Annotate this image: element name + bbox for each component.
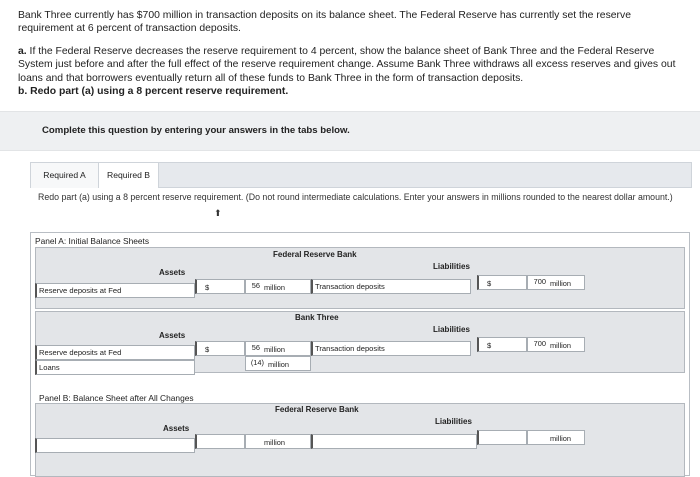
- part-instruction: Redo part (a) using a 8 percent reserve requirement. (Do not round intermediate calculations. Enter your answers in millions rounded to the nearest dollar amount.): [38, 192, 673, 202]
- tab-required-b[interactable]: Required B: [99, 163, 159, 188]
- panel-b-asset-unit: million: [264, 438, 285, 447]
- bank-liability-label-field[interactable]: [311, 341, 471, 356]
- panel-a-label: Panel A: Initial Balance Sheets: [35, 236, 150, 246]
- problem-text: [18, 9, 688, 107]
- bank-liability-dollar-cell: [477, 337, 527, 352]
- bank-liability-label: Transaction deposits: [315, 344, 385, 353]
- bank-asset-1-dollar-cell: [195, 341, 245, 356]
- bank-liability-unit: million: [550, 341, 571, 350]
- bank-asset-1-label: Reserve deposits at Fed: [39, 348, 122, 357]
- fed-asset-dollar: $: [205, 283, 210, 292]
- panel-b-label: Panel B: Balance Sheet after All Changes: [39, 393, 194, 403]
- bank-asset-2-value-cell: [245, 356, 311, 371]
- panel-b-asset-dollar-cell: [195, 434, 245, 449]
- fed-asset-dollar-cell: [195, 279, 245, 294]
- fed-liability-label: Transaction deposits: [315, 282, 385, 291]
- tab-strip: [30, 162, 692, 188]
- fed-asset-unit: million: [264, 283, 285, 292]
- answer-panel: [30, 232, 690, 476]
- instruction-banner: [0, 111, 700, 151]
- bank-liability-value[interactable]: 700: [528, 338, 548, 351]
- bank-asset-1-unit: million: [264, 345, 285, 354]
- bank-asset-1-dollar: $: [205, 345, 210, 354]
- panel-b-fed-assets-header: Assets: [163, 424, 190, 433]
- mouse-cursor-icon: ⬆: [214, 208, 222, 218]
- part-a-text: If the Federal Reserve decreases the reserve requirement to 4 percent, show the balance sheet of Bank Three and the Federal Reserve System just before and after the full effect of the reserve requirement change. Assume Bank Three withdraws all excess reserves and gives out loans and that borrowers eventually return all of these funds to Bank Three in the form of transaction deposits.: [18, 45, 676, 84]
- part-b-text: Redo part (a) using a 8 percent reserve requirement.: [27, 86, 289, 98]
- fed-asset-label: Reserve deposits at Fed: [39, 286, 122, 295]
- bank-asset-2-label-field[interactable]: [35, 360, 195, 375]
- bank-liability-value-cell: [527, 337, 585, 352]
- fed-liability-unit: million: [550, 279, 571, 288]
- panel-a-fed-block: [35, 247, 685, 309]
- panel-b-fed-liabilities-header: Liabilities: [435, 417, 472, 426]
- bank-liability-dollar: $: [487, 341, 492, 350]
- fed-asset-label-field[interactable]: [35, 283, 195, 298]
- bank-asset-1-value[interactable]: 56: [246, 342, 262, 355]
- panel-a-bank-title: Bank Three: [295, 313, 339, 322]
- bank-asset-2-unit: million: [268, 360, 289, 369]
- tab-required-a[interactable]: Required A: [31, 163, 99, 188]
- panel-b-liability-dollar-cell: [477, 430, 527, 445]
- fed-asset-value[interactable]: 56: [246, 280, 262, 293]
- problem-intro: Bank Three currently has $700 million in transaction deposits on its balance sheet. The Federal Reserve has currently set the reserve requirement at 6 percent of transaction deposits.: [18, 10, 631, 35]
- panel-b-asset-label-field[interactable]: [35, 438, 195, 453]
- panel-b-liability-value-input[interactable]: [528, 431, 548, 444]
- bank-asset-2-label: Loans: [39, 363, 60, 372]
- panel-b-liability-value-cell: [527, 430, 585, 445]
- part-a-prefix: a.: [18, 45, 27, 57]
- fed-liability-dollar: $: [487, 279, 492, 288]
- part-b-prefix: b.: [18, 86, 28, 98]
- fed-asset-value-cell: [245, 279, 311, 294]
- panel-a-fed-assets-header: Assets: [159, 268, 186, 277]
- fed-liability-dollar-cell: [477, 275, 527, 290]
- panel-b-asset-value-cell: [245, 434, 311, 449]
- panel-b-fed-title: Federal Reserve Bank: [275, 405, 359, 414]
- panel-b-asset-value-input[interactable]: [246, 435, 262, 448]
- panel-a-fed-liabilities-header: Liabilities: [433, 262, 470, 271]
- panel-b-liability-unit: million: [550, 434, 571, 443]
- fed-liability-value[interactable]: 700: [528, 276, 548, 289]
- panel-a-bank-liabilities-header: Liabilities: [433, 325, 470, 334]
- bank-asset-1-value-cell: [245, 341, 311, 356]
- fed-liability-label-field[interactable]: [311, 279, 471, 294]
- panel-a-bank-assets-header: Assets: [159, 331, 186, 340]
- panel-b-liability-label-field[interactable]: [311, 434, 477, 449]
- banner-text: Complete this question by entering your answers in the tabs below.: [42, 125, 350, 136]
- bank-asset-1-label-field[interactable]: [35, 345, 195, 360]
- bank-asset-2-value[interactable]: (14): [246, 357, 266, 370]
- fed-liability-value-cell: [527, 275, 585, 290]
- panel-a-fed-title: Federal Reserve Bank: [273, 250, 357, 259]
- problem-parts: [18, 45, 688, 99]
